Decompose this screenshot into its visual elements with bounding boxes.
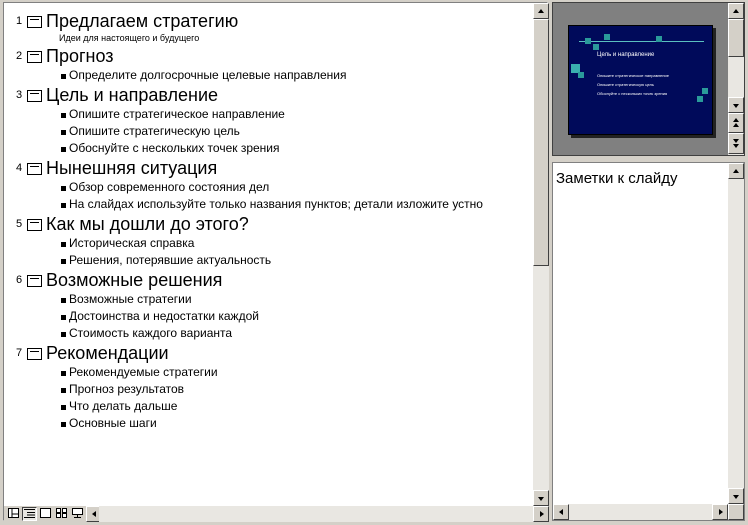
notes-horizontal-scrollbar[interactable]	[553, 504, 728, 520]
slide-view-button[interactable]	[38, 507, 53, 521]
slide-number: 6	[16, 274, 23, 286]
right-arrow-icon	[540, 511, 544, 517]
bullet-item[interactable]: Стоимость каждого варианта	[4, 325, 533, 342]
down-arrow-icon	[733, 495, 739, 499]
bullet-item[interactable]: На слайдах используйте только названия пунктов; детали изложите устно	[4, 196, 533, 213]
slide-icon[interactable]	[27, 275, 42, 287]
slide-icon[interactable]	[27, 219, 42, 231]
preview-vertical-scrollbar[interactable]	[728, 3, 744, 155]
bullet-item[interactable]: Определите долгосрочные целевые направления	[4, 67, 533, 84]
scroll-left-button[interactable]	[86, 506, 100, 522]
notes-scroll-left-button[interactable]	[553, 504, 569, 520]
outline-view-button[interactable]	[22, 507, 37, 521]
slide-number: 1	[16, 15, 23, 27]
up-arrow-icon	[733, 9, 739, 13]
notes-scroll-up-button[interactable]	[728, 163, 744, 179]
left-arrow-icon	[559, 509, 563, 515]
notes-scroll-right-button[interactable]	[712, 504, 728, 520]
down-arrow-icon	[538, 497, 544, 501]
next-slide-button[interactable]	[728, 133, 744, 154]
bullet-item[interactable]: Обзор современного состояния дел	[4, 179, 533, 196]
decor-square	[578, 72, 584, 78]
slide-number: 4	[16, 162, 23, 174]
notes-resize-box	[728, 504, 744, 520]
bullet-item[interactable]: Опишите стратегическое направление	[4, 106, 533, 123]
slide-icon[interactable]	[27, 51, 42, 63]
bullet-item[interactable]: Историческая справка	[4, 235, 533, 252]
thumbnail-bullet: Обоснуйте с нескольких точек зрения	[597, 91, 668, 96]
slide-number: 2	[16, 50, 23, 62]
preview-scroll-thumb[interactable]	[728, 19, 744, 57]
scroll-right-button[interactable]	[533, 506, 549, 522]
slide-heading[interactable]	[4, 84, 533, 106]
notes-vertical-scrollbar[interactable]	[728, 163, 744, 520]
normal-view-icon	[8, 508, 19, 518]
decor-line	[579, 41, 704, 42]
slide-heading[interactable]	[4, 10, 533, 32]
thumbnail-bullet: Опишите стратегическое направление	[597, 73, 669, 78]
outline-slide[interactable]	[4, 10, 533, 45]
slide-title[interactable]: Прогноз	[46, 46, 114, 66]
slide-title[interactable]: Предлагаем стратегию	[46, 11, 239, 31]
slide-sorter-icon	[56, 508, 67, 518]
notes-scroll-down-button[interactable]	[728, 488, 744, 504]
outline-horizontal-scrollbar[interactable]	[99, 506, 533, 522]
outline-view-icon	[24, 508, 35, 518]
slide-heading[interactable]	[4, 157, 533, 179]
notes-pane[interactable]	[552, 162, 745, 521]
slide-number: 3	[16, 89, 23, 101]
outline-content[interactable]	[4, 3, 533, 506]
decor-square	[656, 36, 662, 42]
previous-slide-button[interactable]	[728, 113, 744, 133]
slide-title[interactable]: Рекомендации	[46, 343, 169, 363]
double-down-arrow-icon	[729, 134, 743, 153]
slide-subtitle[interactable]: Идеи для настоящего и будущего	[59, 33, 200, 43]
bullet-item[interactable]: Решения, потерявшие актуальность	[4, 252, 533, 269]
slide-thumbnail[interactable]	[568, 25, 713, 135]
preview-scroll-up-button[interactable]	[728, 3, 744, 19]
outline-vertical-scrollbar[interactable]	[533, 3, 549, 506]
outline-slide[interactable]	[4, 84, 533, 157]
bullet-item[interactable]: Что делать дальше	[4, 398, 533, 415]
slide-preview-pane[interactable]	[552, 2, 745, 156]
thumbnail-bullet: Опишите стратегическую цель	[597, 82, 654, 87]
scroll-down-button[interactable]	[533, 490, 549, 506]
slide-heading[interactable]	[4, 45, 533, 67]
preview-scroll-down-button[interactable]	[728, 97, 744, 113]
left-arrow-icon	[92, 511, 96, 517]
bullet-item[interactable]: Основные шаги	[4, 415, 533, 432]
outline-slide[interactable]	[4, 342, 533, 432]
slide-icon[interactable]	[27, 16, 42, 28]
slide-heading[interactable]	[4, 213, 533, 235]
slide-title[interactable]: Возможные решения	[46, 270, 223, 290]
view-toolbar	[4, 506, 549, 522]
down-arrow-icon	[733, 104, 739, 108]
notes-placeholder[interactable]: Заметки к слайду	[556, 170, 678, 187]
bullet-item[interactable]: Обоснуйте с нескольких точек зрения	[4, 140, 533, 157]
outline-pane[interactable]	[3, 2, 548, 521]
decor-square	[585, 38, 591, 44]
bullet-item[interactable]: Возможные стратегии	[4, 291, 533, 308]
scroll-thumb[interactable]	[533, 19, 549, 266]
slide-title[interactable]: Как мы дошли до этого?	[46, 214, 249, 234]
normal-view-button[interactable]	[6, 507, 21, 521]
slide-number: 5	[16, 218, 23, 230]
slide-title[interactable]: Цель и направление	[46, 85, 219, 105]
right-arrow-icon	[719, 509, 723, 515]
bullet-item[interactable]: Прогноз результатов	[4, 381, 533, 398]
outline-slide[interactable]	[4, 157, 533, 213]
decor-square	[604, 34, 610, 40]
slide-view-icon	[40, 508, 51, 518]
outline-slide[interactable]	[4, 213, 533, 269]
outline-slide[interactable]	[4, 269, 533, 342]
double-up-arrow-icon	[729, 114, 743, 132]
slide-title[interactable]: Нынешняя ситуация	[46, 158, 218, 178]
decor-square	[593, 44, 599, 50]
slide-heading[interactable]	[4, 269, 533, 291]
slide-sorter-button[interactable]	[54, 507, 69, 521]
up-arrow-icon	[733, 169, 739, 173]
slideshow-button[interactable]	[70, 507, 85, 521]
slide-icon[interactable]	[27, 163, 42, 175]
scroll-up-button[interactable]	[533, 3, 549, 19]
slideshow-icon	[72, 508, 83, 518]
outline-slide[interactable]	[4, 45, 533, 84]
slide-number: 7	[16, 347, 23, 359]
decor-square	[697, 96, 703, 102]
up-arrow-icon	[538, 9, 544, 13]
slide-icon[interactable]	[27, 348, 42, 360]
bullet-item[interactable]: Достоинства и недостатки каждой	[4, 308, 533, 325]
bullet-item[interactable]: Опишите стратегическую цель	[4, 123, 533, 140]
thumbnail-title: Цель и направление	[597, 52, 655, 58]
bullet-item[interactable]: Рекомендуемые стратегии	[4, 364, 533, 381]
decor-square	[702, 88, 708, 94]
slide-icon[interactable]	[27, 90, 42, 102]
slide-heading[interactable]	[4, 342, 533, 364]
